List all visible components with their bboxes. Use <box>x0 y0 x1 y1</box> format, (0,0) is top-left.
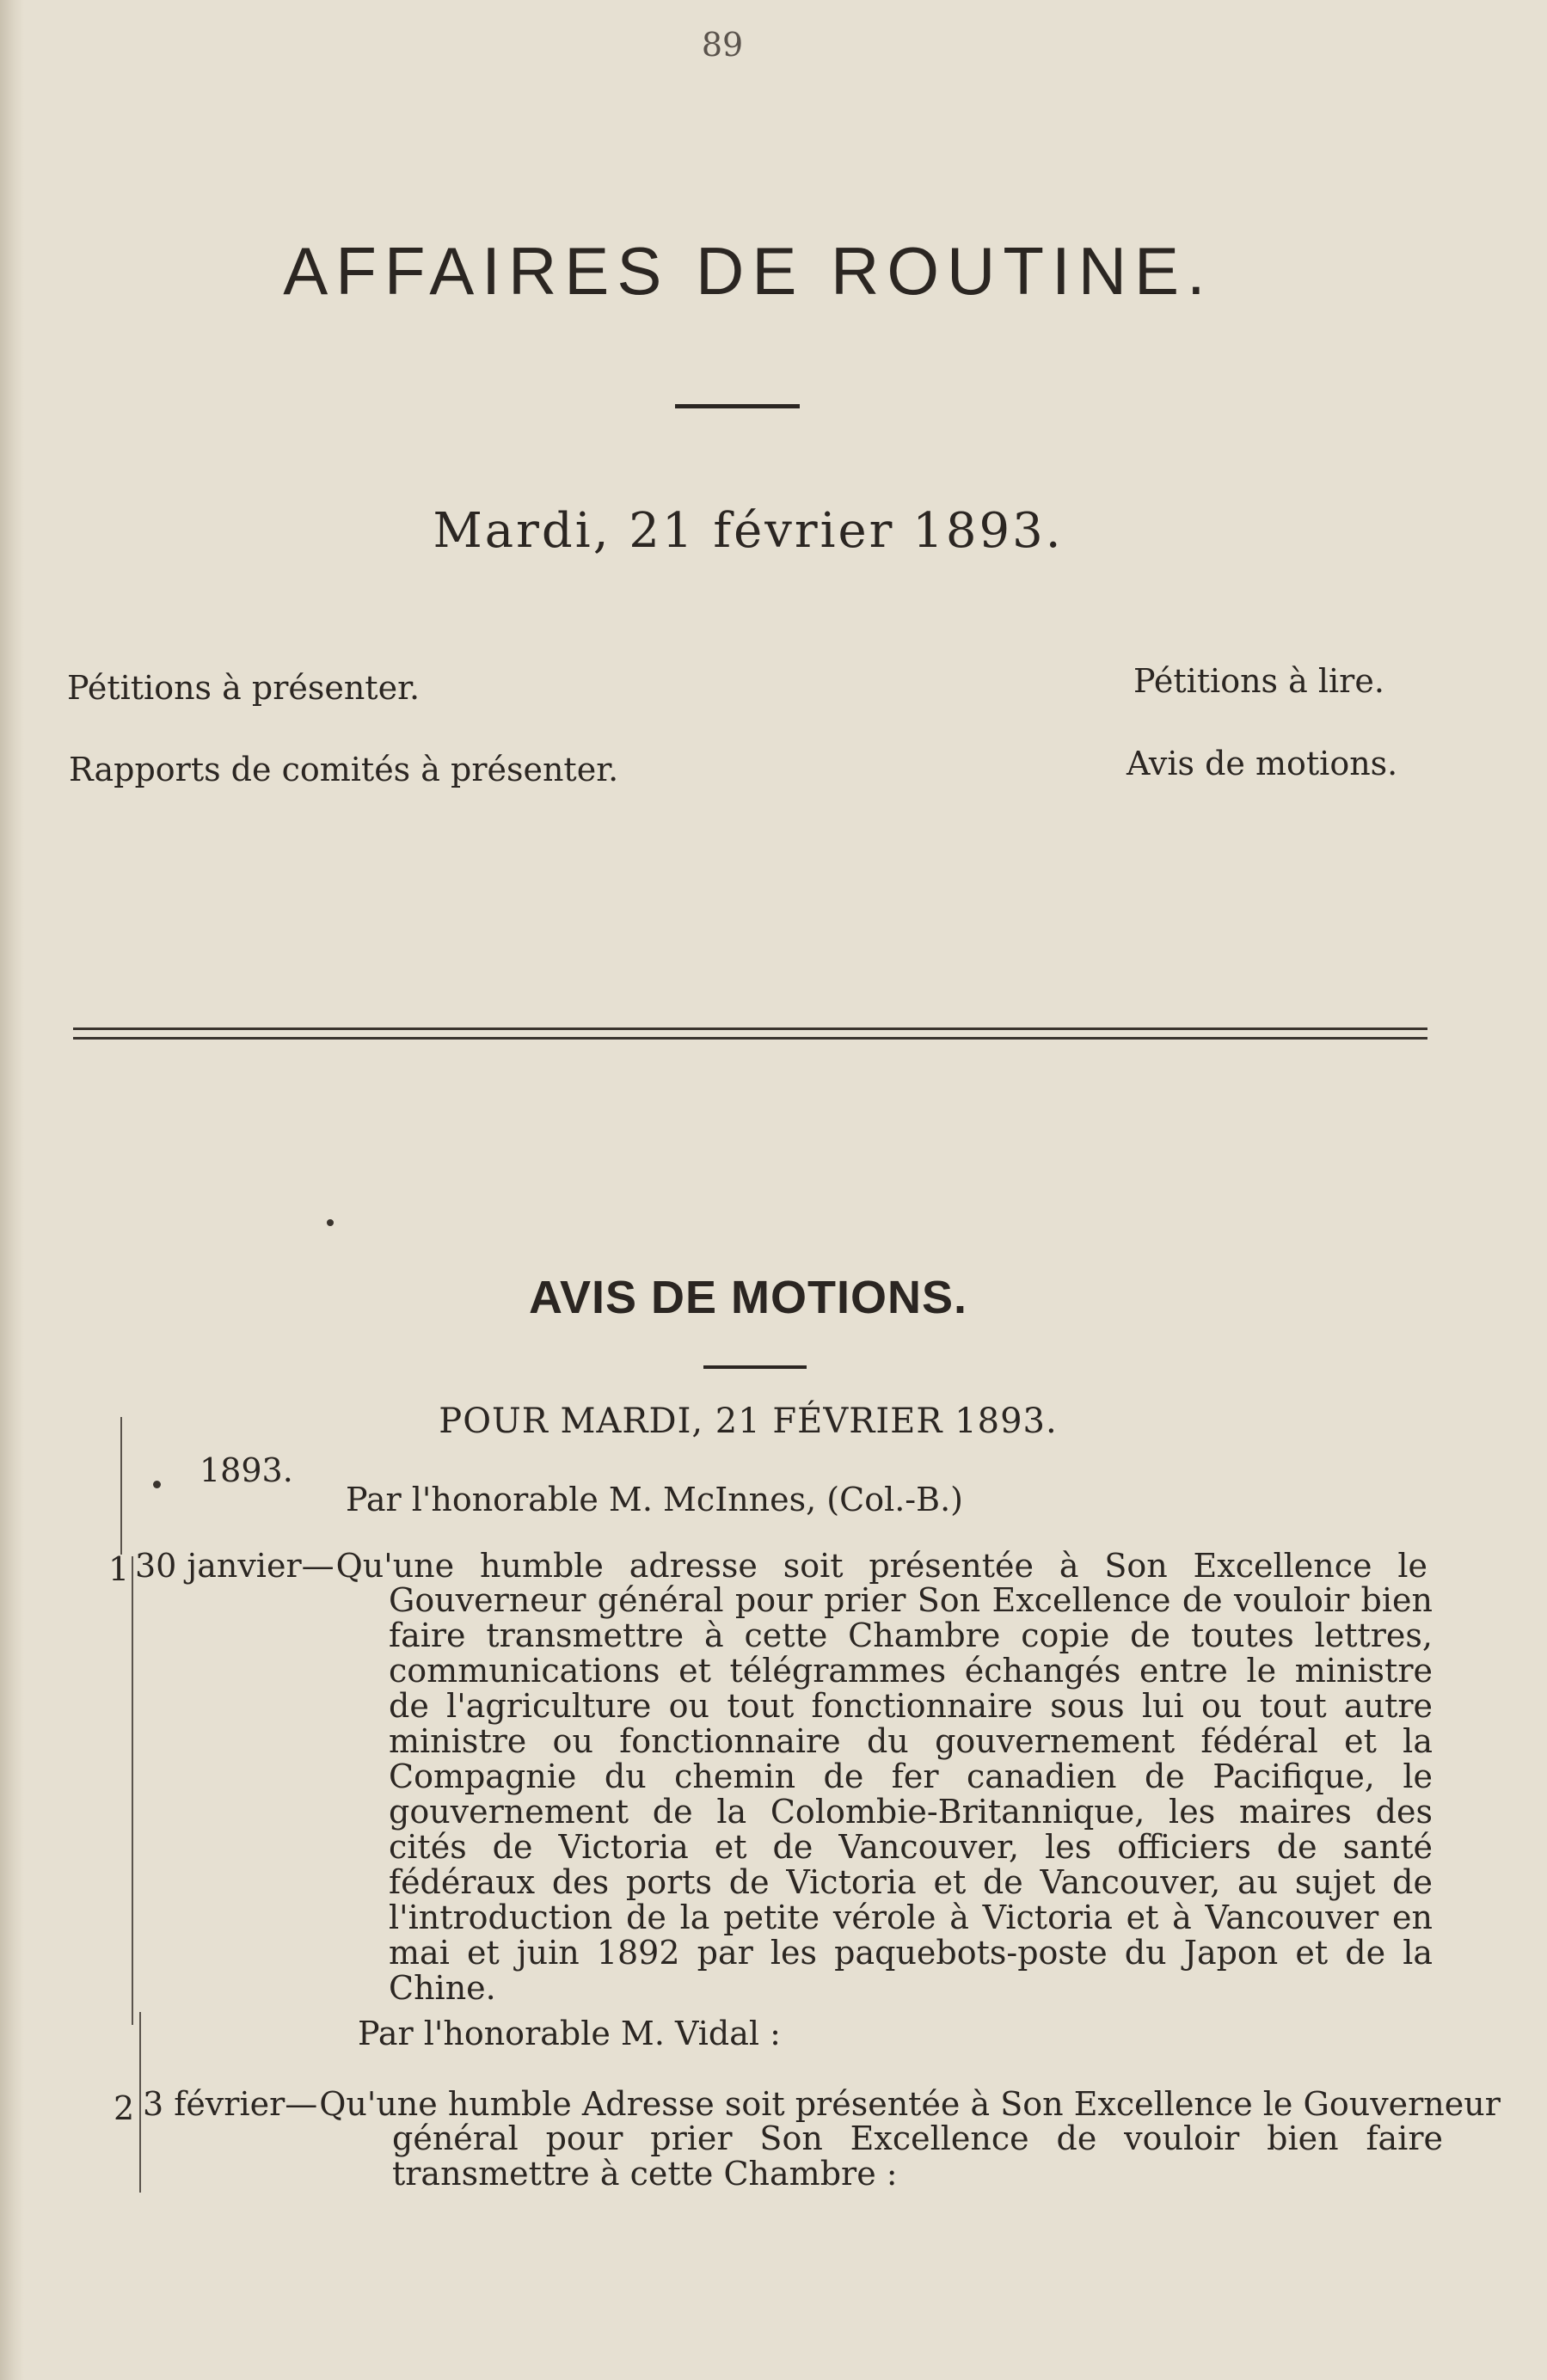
motion-mover: Par l'honorable M. Vidal : <box>358 2015 781 2052</box>
margin-line <box>120 1417 122 1555</box>
motion-opening: Qu'une humble adresse soit présentée à Son Excellence le <box>335 1547 1427 1585</box>
motion-number: 1 <box>108 1550 130 1588</box>
routine-item-notices-of-motion: Avis de motions. <box>1126 745 1398 782</box>
motion-opening: Qu'une humble Adresse soit présentée à Son Excellence le Gouverneur <box>319 2085 1501 2123</box>
motion-body: général pour prier Son Excellence de vouloir bien faire transmettre à cette Chambre : <box>392 2119 1443 2193</box>
motion-first-line <box>143 2085 1501 2123</box>
margin-line <box>139 2012 141 2193</box>
year-label: 1893. <box>200 1451 293 1489</box>
routine-item-petitions-read: Pétitions à lire. <box>1133 662 1384 700</box>
section-divider <box>73 1027 1427 1040</box>
sitting-date: Mardi, 21 février 1893. <box>433 503 1064 559</box>
page-number: 89 <box>701 26 744 64</box>
motion-date: 30 janvier— <box>135 1547 335 1585</box>
motion-date: 3 février— <box>143 2085 318 2123</box>
section-title-rule <box>703 1365 807 1369</box>
ink-speck <box>327 1219 334 1226</box>
motion-first-line <box>135 1547 1427 1585</box>
page-title: AFFAIRES DE ROUTINE. <box>283 233 1213 309</box>
ink-speck <box>153 1481 161 1488</box>
motion-number: 2 <box>114 2089 135 2127</box>
margin-line <box>132 1556 133 2025</box>
section-title: AVIS DE MOTIONS. <box>528 1272 968 1323</box>
motions-date-heading: POUR MARDI, 21 FÉVRIER 1893. <box>439 1402 1058 1441</box>
motion-body: Gouverneur général pour prier Son Excellence de vouloir bien faire transmettre à cette Chambre copie de toutes lettres, communications et télégrammes échangés entre le ministre de l'agriculture ou tout fonctionnaire sous lui ou tout autre ministre ou fonctionnaire du gouvernement fédéral et la Compagnie du chemin de fer canadien de Pacifique, le gouvernement de la Colombie-Britannique, les maires des cités de Victoria et de Vancouver, les officiers de santé fédéraux des ports de Victoria et de Vancouver, au sujet de l'introduction de la petite vérole à Victoria et à Vancouver en mai et juin 1892 par les paquebots-poste du Japon et de la Chine. <box>389 1581 1433 2007</box>
routine-item-petitions-present: Pétitions à présenter. <box>67 669 421 707</box>
motion-mover: Par l'honorable M. McInnes, (Col.-B.) <box>346 1481 963 1518</box>
title-rule <box>675 404 800 408</box>
routine-item-committee-reports: Rapports de comités à présenter. <box>69 751 619 788</box>
page-edge-shadow <box>0 0 24 2380</box>
